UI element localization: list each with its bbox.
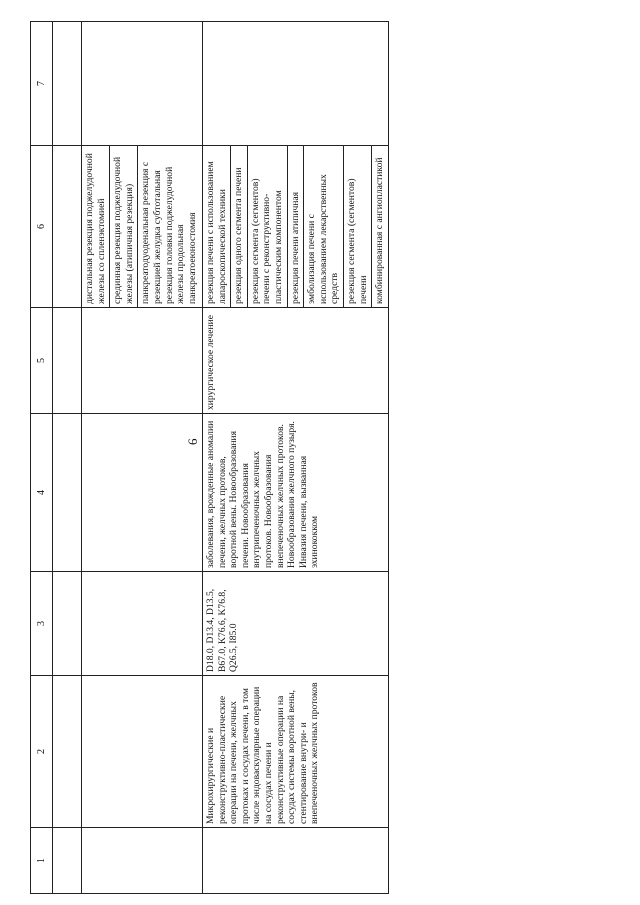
table-cell — [53, 572, 82, 676]
method-item: резекция одного сегмента печени — [231, 146, 248, 307]
table-row — [203, 22, 389, 894]
table-cell — [53, 828, 82, 894]
column-number: 5 — [31, 308, 53, 414]
method-item: резекция сегмента (сегментов) печени с реконструктивно-пластическим компонентом — [248, 146, 288, 307]
table-cell — [82, 414, 203, 572]
column-number: 4 — [31, 414, 53, 572]
table-cell — [53, 414, 82, 572]
procedure-name: Микрохирургические и реконструктивно-пластические операции на печени, желчных протоках и сосудах печени, в том числе эндоваскулярные операции на сосудах печени и реконструктивные операции на сосудах системы воротной вены, стентирование внутри- и внепеченочных желчных протоков — [205, 682, 321, 824]
table-cell — [53, 308, 82, 414]
method-item: эмболизация печени с использованием лекарственных средств — [304, 146, 344, 307]
name-cell — [203, 676, 389, 828]
table-cell — [53, 676, 82, 828]
method-item: резекция сегмента (сегментов) печени — [344, 146, 372, 307]
table-cell — [203, 22, 389, 146]
column-number-row — [31, 22, 53, 894]
column-number: 7 — [31, 22, 53, 146]
method-item: срединная резекция поджелудочной железы (атипичная резекция) — [110, 146, 138, 307]
method-item: резекция печени с использованием лапароскопической техники — [203, 146, 231, 307]
method-item: панкреатодуоденальная резекция с резекцией желудка субтотальная резекция головки поджелудочной железы продольная панкреатоеюностомия — [140, 161, 198, 304]
codes-cell — [203, 572, 389, 676]
page-number: 6 — [185, 438, 200, 445]
methods-cell — [82, 146, 203, 308]
table-cell — [82, 572, 203, 676]
table-cell — [82, 22, 203, 146]
table-cell — [82, 676, 203, 828]
table-cell — [203, 828, 389, 894]
table-cell — [82, 828, 203, 894]
column-number: 2 — [31, 676, 53, 828]
column-number: 6 — [31, 146, 53, 308]
methods-cell — [203, 146, 389, 308]
treatment-type: хирургическое лечение — [205, 314, 216, 410]
method-item: резекция печени атипичная — [288, 146, 305, 307]
conditions-text: заболевания, врожденные аномалии печени, желчных протоков, воротной вены. Новообразования печени. Новообразования внутрипеченочных желчных протоков. Новообразования внепеченочных желчных протоков. Новообразования желчного пузыря. Инвазия печени, вызванная эхинококком — [205, 420, 321, 568]
table-cell — [82, 308, 203, 414]
diagnosis-codes: D18.0, D13.4, D13.5, B67.0, K76.6, K76.8, Q26.5, I85.0 — [205, 588, 240, 672]
conditions-cell — [203, 414, 389, 572]
column-number: 3 — [31, 572, 53, 676]
treatment-cell — [203, 308, 389, 414]
table-row — [53, 22, 82, 894]
method-item: дистальная резекция поджелудочной железы со спленэктомией — [82, 146, 110, 307]
table-cell — [53, 22, 82, 146]
table-cell — [53, 146, 82, 308]
table-row — [82, 22, 203, 894]
method-item: комбинированная с ангиопластикой — [374, 157, 386, 304]
procedures-table — [30, 21, 389, 894]
column-number: 1 — [31, 828, 53, 894]
